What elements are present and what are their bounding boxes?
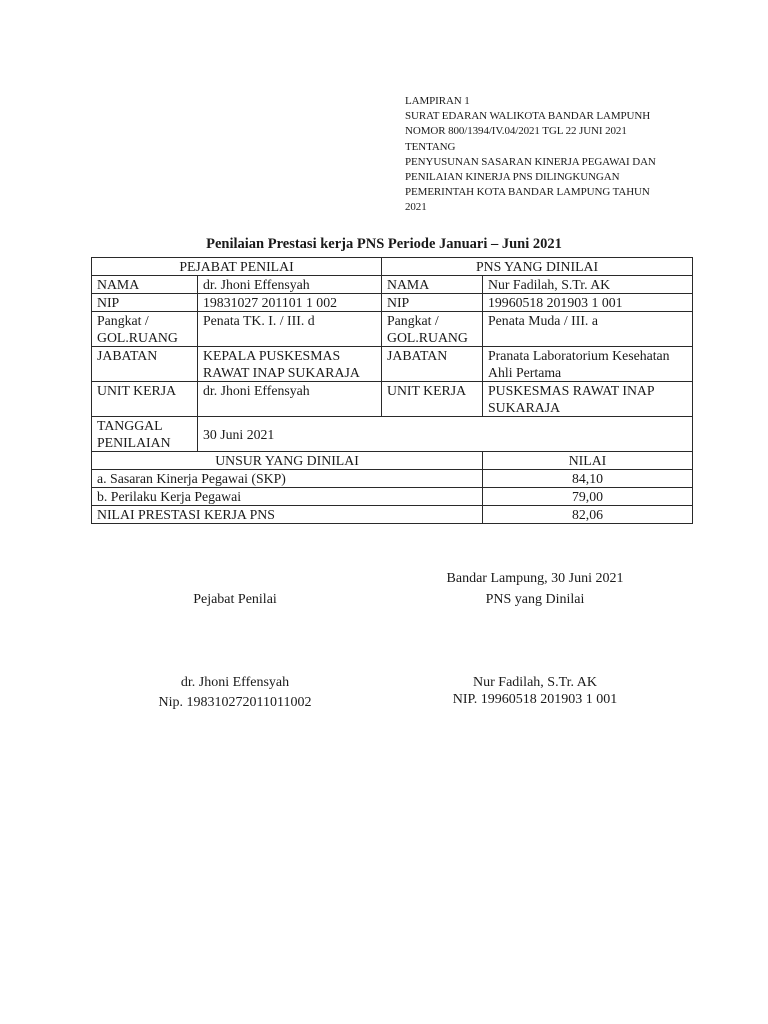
header-pns-dinilai: PNS YANG DINILAI (382, 258, 693, 276)
header-pejabat-penilai: PEJABAT PENILAI (92, 258, 382, 276)
row-value: Penata Muda / III. a (483, 312, 693, 347)
signature-left-role: Pejabat Penilai (193, 592, 277, 607)
row-value: Pranata Laboratorium Kesehatan Ahli Pertama (483, 347, 693, 382)
signature-right-nip: NIP. 19960518 201903 1 001 (452, 692, 618, 707)
row-label: NAMA (92, 276, 198, 294)
row-value: dr. Jhoni Effensyah (198, 276, 382, 294)
lampiran-line: PENILAIAN KINERJA PNS DILINGKUNGAN (405, 171, 620, 184)
row-label: UNIT KERJA (382, 382, 483, 417)
lampiran-line: LAMPIRAN 1 (405, 95, 470, 107)
row-value: Penata TK. I. / III. d (198, 312, 382, 347)
table-row (92, 382, 693, 417)
signature-left-nip: Nip. 198310272011011002 (158, 695, 312, 710)
row-value: PUSKESMAS RAWAT INAP SUKARAJA (483, 382, 693, 417)
row-value: KEPALA PUSKESMAS RAWAT INAP SUKARAJA (198, 347, 382, 382)
table-header-row (92, 258, 693, 276)
row-label: NIP (382, 294, 483, 312)
table-row (92, 294, 693, 312)
signature-right-name: Nur Fadilah, S.Tr. AK (473, 675, 597, 690)
score-label: NILAI PRESTASI KERJA PNS (92, 506, 483, 524)
document-title: Penilaian Prestasi kerja PNS Periode Januari – Juni 2021 (206, 236, 562, 252)
lampiran-line: PENYUSUNAN SASARAN KINERJA PEGAWAI DAN (405, 155, 656, 168)
table-row (92, 276, 693, 294)
lampiran-line: NOMOR 800/1394/IV.04/2021 TGL 22 JUNI 2021 (405, 125, 627, 138)
nilai-header: NILAI (483, 452, 693, 470)
lampiran-line: SURAT EDARAN WALIKOTA BANDAR LAMPUNH (405, 110, 651, 123)
signature-right-role: PNS yang Dinilai (485, 592, 585, 607)
table-row (92, 312, 693, 347)
score-label: a. Sasaran Kinerja Pegawai (SKP) (92, 470, 483, 488)
row-label: NIP (92, 294, 198, 312)
row-label: JABATAN (92, 347, 198, 382)
score-value: 79,00 (483, 488, 693, 506)
row-label: NAMA (382, 276, 483, 294)
signature-left-name: dr. Jhoni Effensyah (180, 675, 290, 690)
unsur-header: UNSUR YANG DINILAI (92, 452, 483, 470)
row-value: Nur Fadilah, S.Tr. AK (483, 276, 693, 294)
signature-place-date: Bandar Lampung, 30 Juni 2021 (446, 571, 624, 586)
row-label: Pangkat / GOL.RUANG (382, 312, 483, 347)
tanggal-label: TANGGAL PENILAIAN (92, 417, 198, 452)
tanggal-value: 30 Juni 2021 (198, 417, 693, 452)
score-value: 84,10 (483, 470, 693, 488)
score-label: b. Perilaku Kerja Pegawai (92, 488, 483, 506)
row-label: UNIT KERJA (92, 382, 198, 417)
row-label: Pangkat / GOL.RUANG (92, 312, 198, 347)
score-row (92, 488, 693, 506)
row-label: JABATAN (382, 347, 483, 382)
score-row (92, 506, 693, 524)
assessment-table (91, 257, 693, 524)
tanggal-row (92, 417, 693, 452)
score-value: 82,06 (483, 506, 693, 524)
lampiran-line: 2021 (405, 201, 427, 214)
row-value: 19960518 201903 1 001 (483, 294, 693, 312)
lampiran-header (405, 94, 705, 216)
table-row (92, 347, 693, 382)
score-row (92, 470, 693, 488)
score-header-row (92, 452, 693, 470)
row-value: dr. Jhoni Effensyah (198, 382, 382, 417)
row-value: 19831027 201101 1 002 (198, 294, 382, 312)
lampiran-line: TENTANG (405, 140, 456, 153)
lampiran-line: PEMERINTAH KOTA BANDAR LAMPUNG TAHUN (405, 186, 650, 199)
